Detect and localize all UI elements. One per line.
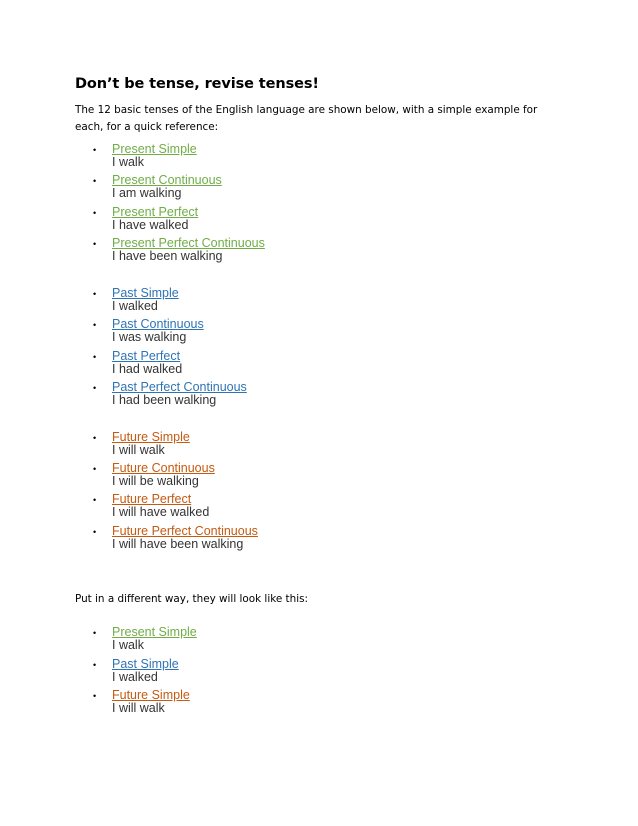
tense-example: I was walking (112, 330, 187, 344)
bullet: • (93, 433, 97, 443)
list-item (0, 142, 400, 172)
tense-example: I am walking (112, 186, 182, 200)
tense-example: I will have been walking (112, 537, 244, 551)
list-item (0, 173, 400, 203)
tense-name-link[interactable]: Past Simple (112, 657, 179, 671)
tense-example: I have been walking (112, 249, 223, 263)
list-item (0, 461, 400, 491)
tense-name-link[interactable]: Past Perfect Continuous (112, 380, 247, 394)
tense-example: I walked (112, 670, 158, 684)
tense-example: I had walked (112, 362, 183, 376)
tense-name-link[interactable]: Past Simple (112, 286, 179, 300)
list-item (0, 286, 400, 316)
tense-example: I walk (112, 638, 144, 652)
tense-name-link[interactable]: Past Perfect (112, 349, 181, 363)
bullet: • (93, 691, 97, 701)
list-item (0, 430, 400, 460)
list-item (0, 236, 400, 266)
tense-name-link[interactable]: Future Simple (112, 430, 190, 444)
bullet: • (93, 464, 97, 474)
list-item (0, 380, 400, 410)
list-item (0, 625, 400, 655)
bullet: • (93, 660, 97, 670)
bullet: • (93, 208, 97, 218)
bullet: • (93, 352, 97, 362)
tense-name-link[interactable]: Present Continuous (112, 173, 222, 187)
page-title: Don’t be tense, revise tenses! (75, 76, 319, 92)
tense-example: I will be walking (112, 474, 199, 488)
tense-example: I walk (112, 155, 144, 169)
tense-example: I will walk (112, 443, 165, 457)
tense-example: I had been walking (112, 393, 217, 407)
bullet: • (93, 495, 97, 505)
tense-example: I will walk (112, 701, 165, 715)
list-item (0, 657, 400, 687)
bullet: • (93, 383, 97, 393)
tense-example: I have walked (112, 218, 189, 232)
bullet: • (93, 145, 97, 155)
bullet: • (93, 320, 97, 330)
tense-name-link[interactable]: Present Perfect (112, 205, 199, 219)
list-item (0, 349, 400, 379)
tense-name-link[interactable]: Future Continuous (112, 461, 215, 475)
bullet: • (93, 289, 97, 299)
tense-name-link[interactable]: Future Perfect Continuous (112, 524, 258, 538)
bullet: • (93, 527, 97, 537)
list-item (0, 524, 400, 554)
list-item (0, 688, 400, 718)
intro-paragraph: The 12 basic tenses of the English language are shown below, with a simple example for each, for a quick reference: (75, 104, 538, 133)
tense-name-link[interactable]: Present Simple (112, 142, 197, 156)
tense-name-link[interactable]: Future Perfect (112, 492, 192, 506)
tense-name-link[interactable]: Present Perfect Continuous (112, 236, 265, 250)
list-item (0, 317, 400, 347)
bullet: • (93, 176, 97, 186)
list-item (0, 492, 400, 522)
outro-paragraph: Put in a different way, they will look like this: (75, 593, 309, 605)
tense-name-link[interactable]: Past Continuous (112, 317, 204, 331)
tense-example: I walked (112, 299, 158, 313)
list-item (0, 205, 400, 235)
tense-name-link[interactable]: Present Simple (112, 625, 197, 639)
tense-example: I will have walked (112, 505, 210, 519)
tense-name-link[interactable]: Future Simple (112, 688, 190, 702)
bullet: • (93, 628, 97, 638)
bullet: • (93, 239, 97, 249)
